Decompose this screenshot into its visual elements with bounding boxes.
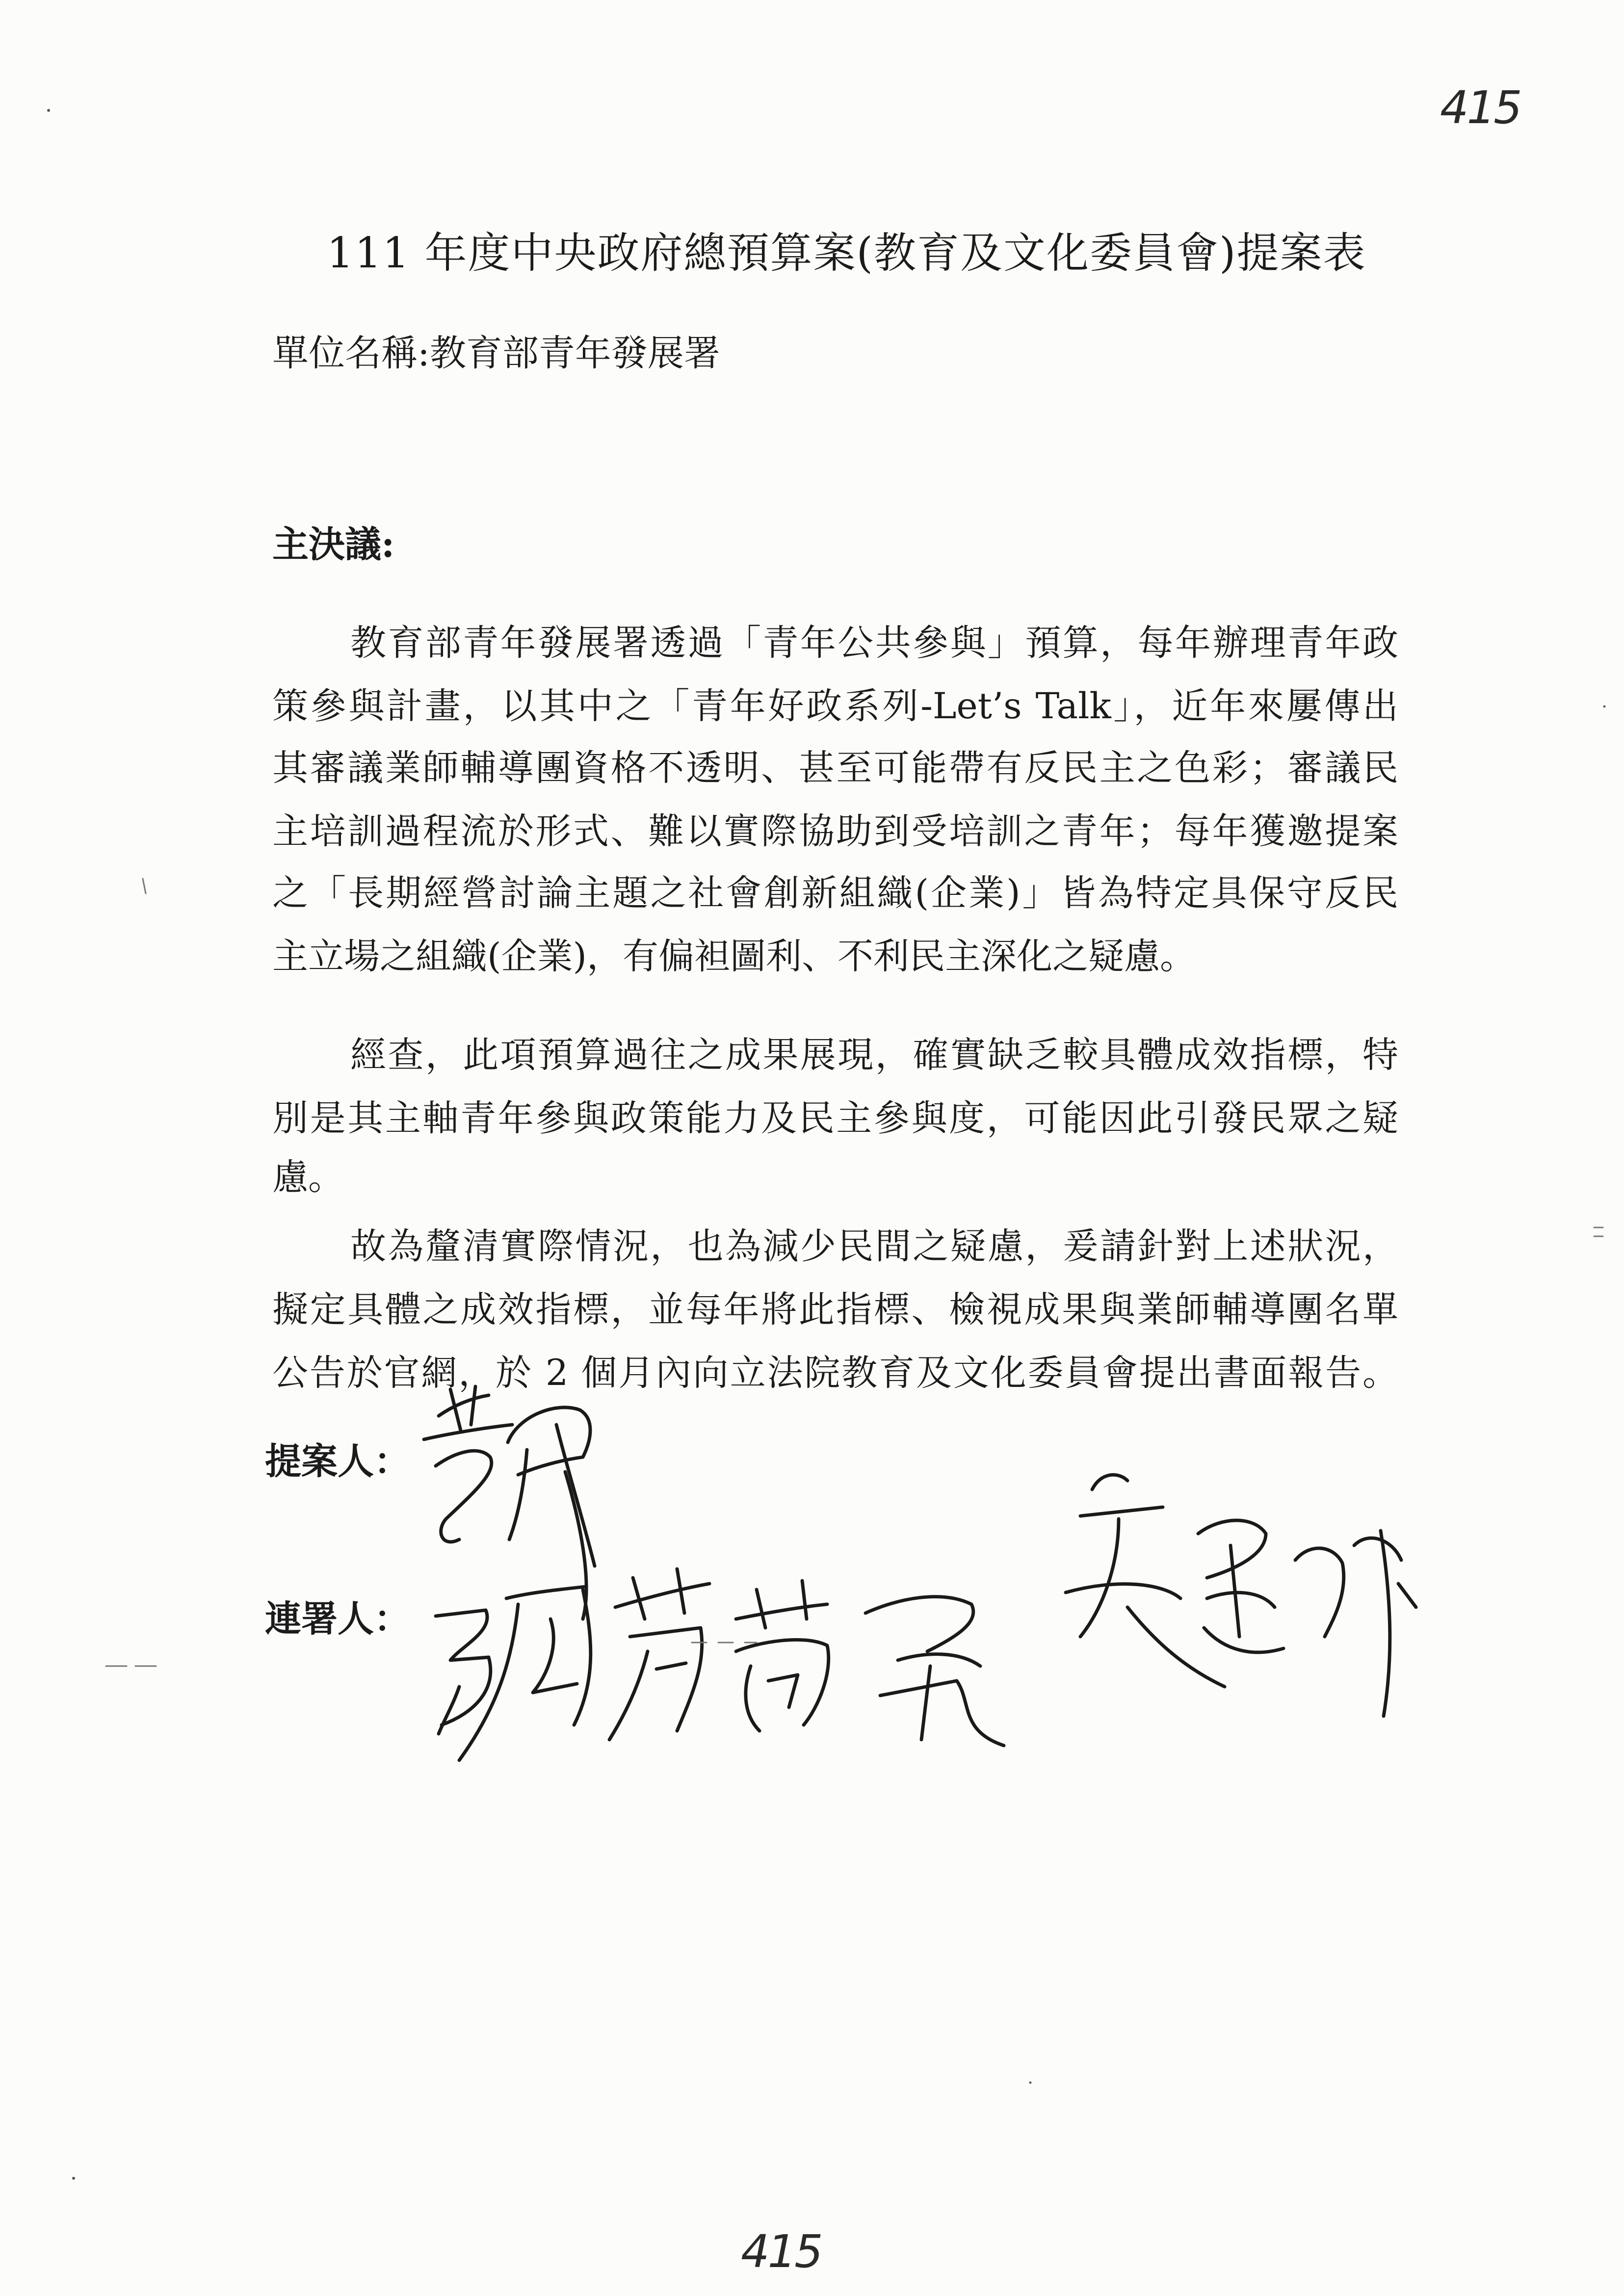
- scan-marks: [47, 109, 1605, 2180]
- p2-line-1: 經查，此項預算過往之成果展現，確實缺乏較具體成效指標，特: [350, 1034, 1398, 1076]
- cosigner-signatures: [436, 1472, 1416, 1760]
- p3-line-2: 擬定具體之成效指標，並每年將此指標、檢視成果與業師輔導團名單: [272, 1289, 1398, 1331]
- p1-line-4: 主培訓過程流於形式、難以實際協助到受培訓之青年；每年獲邀提案: [272, 810, 1398, 852]
- p2-line-2: 別是其主軸青年參與政策能力及民主參與度，可能因此引發民眾之疑: [272, 1097, 1398, 1139]
- resolution-heading: 主決議:: [272, 523, 395, 566]
- p1-line-6: 主立場之組織(企業)，有偏袒圖利、不利民主深化之疑慮。: [272, 936, 1196, 977]
- page-number-top: 415: [1440, 81, 1520, 134]
- p1-line-5: 之「長期經營討論主題之社會創新組織(企業)」皆為特定具保守反民: [272, 872, 1398, 914]
- page-number-bottom: 415: [741, 2225, 821, 2278]
- p3-line-3: 公告於官網，於 2 個月內向立法院教育及文化委員會提出書面報告。: [272, 1352, 1398, 1394]
- p1-line-3: 其審議業師輔導團資格不透明、甚至可能帶有反民主之色彩；審議民: [272, 747, 1398, 789]
- p2-line-3: 慮。: [272, 1156, 344, 1198]
- unit-value: 教育部青年發展署: [429, 332, 720, 374]
- p1-line-2: 策參與計畫，以其中之「青年好政系列-Let’s Talk」，近年來屢傳出: [272, 685, 1398, 727]
- proposer-signature: [424, 1386, 595, 1566]
- cosigner-label: 連署人：: [265, 1598, 410, 1640]
- unit-label: 單位名稱:: [272, 332, 430, 374]
- proposer-label: 提案人：: [265, 1440, 410, 1483]
- unit-line: [272, 331, 720, 375]
- p1-line-1: 教育部青年發展署透過「青年公共參與」預算，每年辦理青年政: [350, 622, 1398, 664]
- p3-line-1: 故為釐清實際情況，也為減少民間之疑慮，爰請針對上述狀況，: [350, 1226, 1398, 1267]
- document-title: 111 年度中央政府總預算案(教育及文化委員會)提案表: [327, 229, 1366, 278]
